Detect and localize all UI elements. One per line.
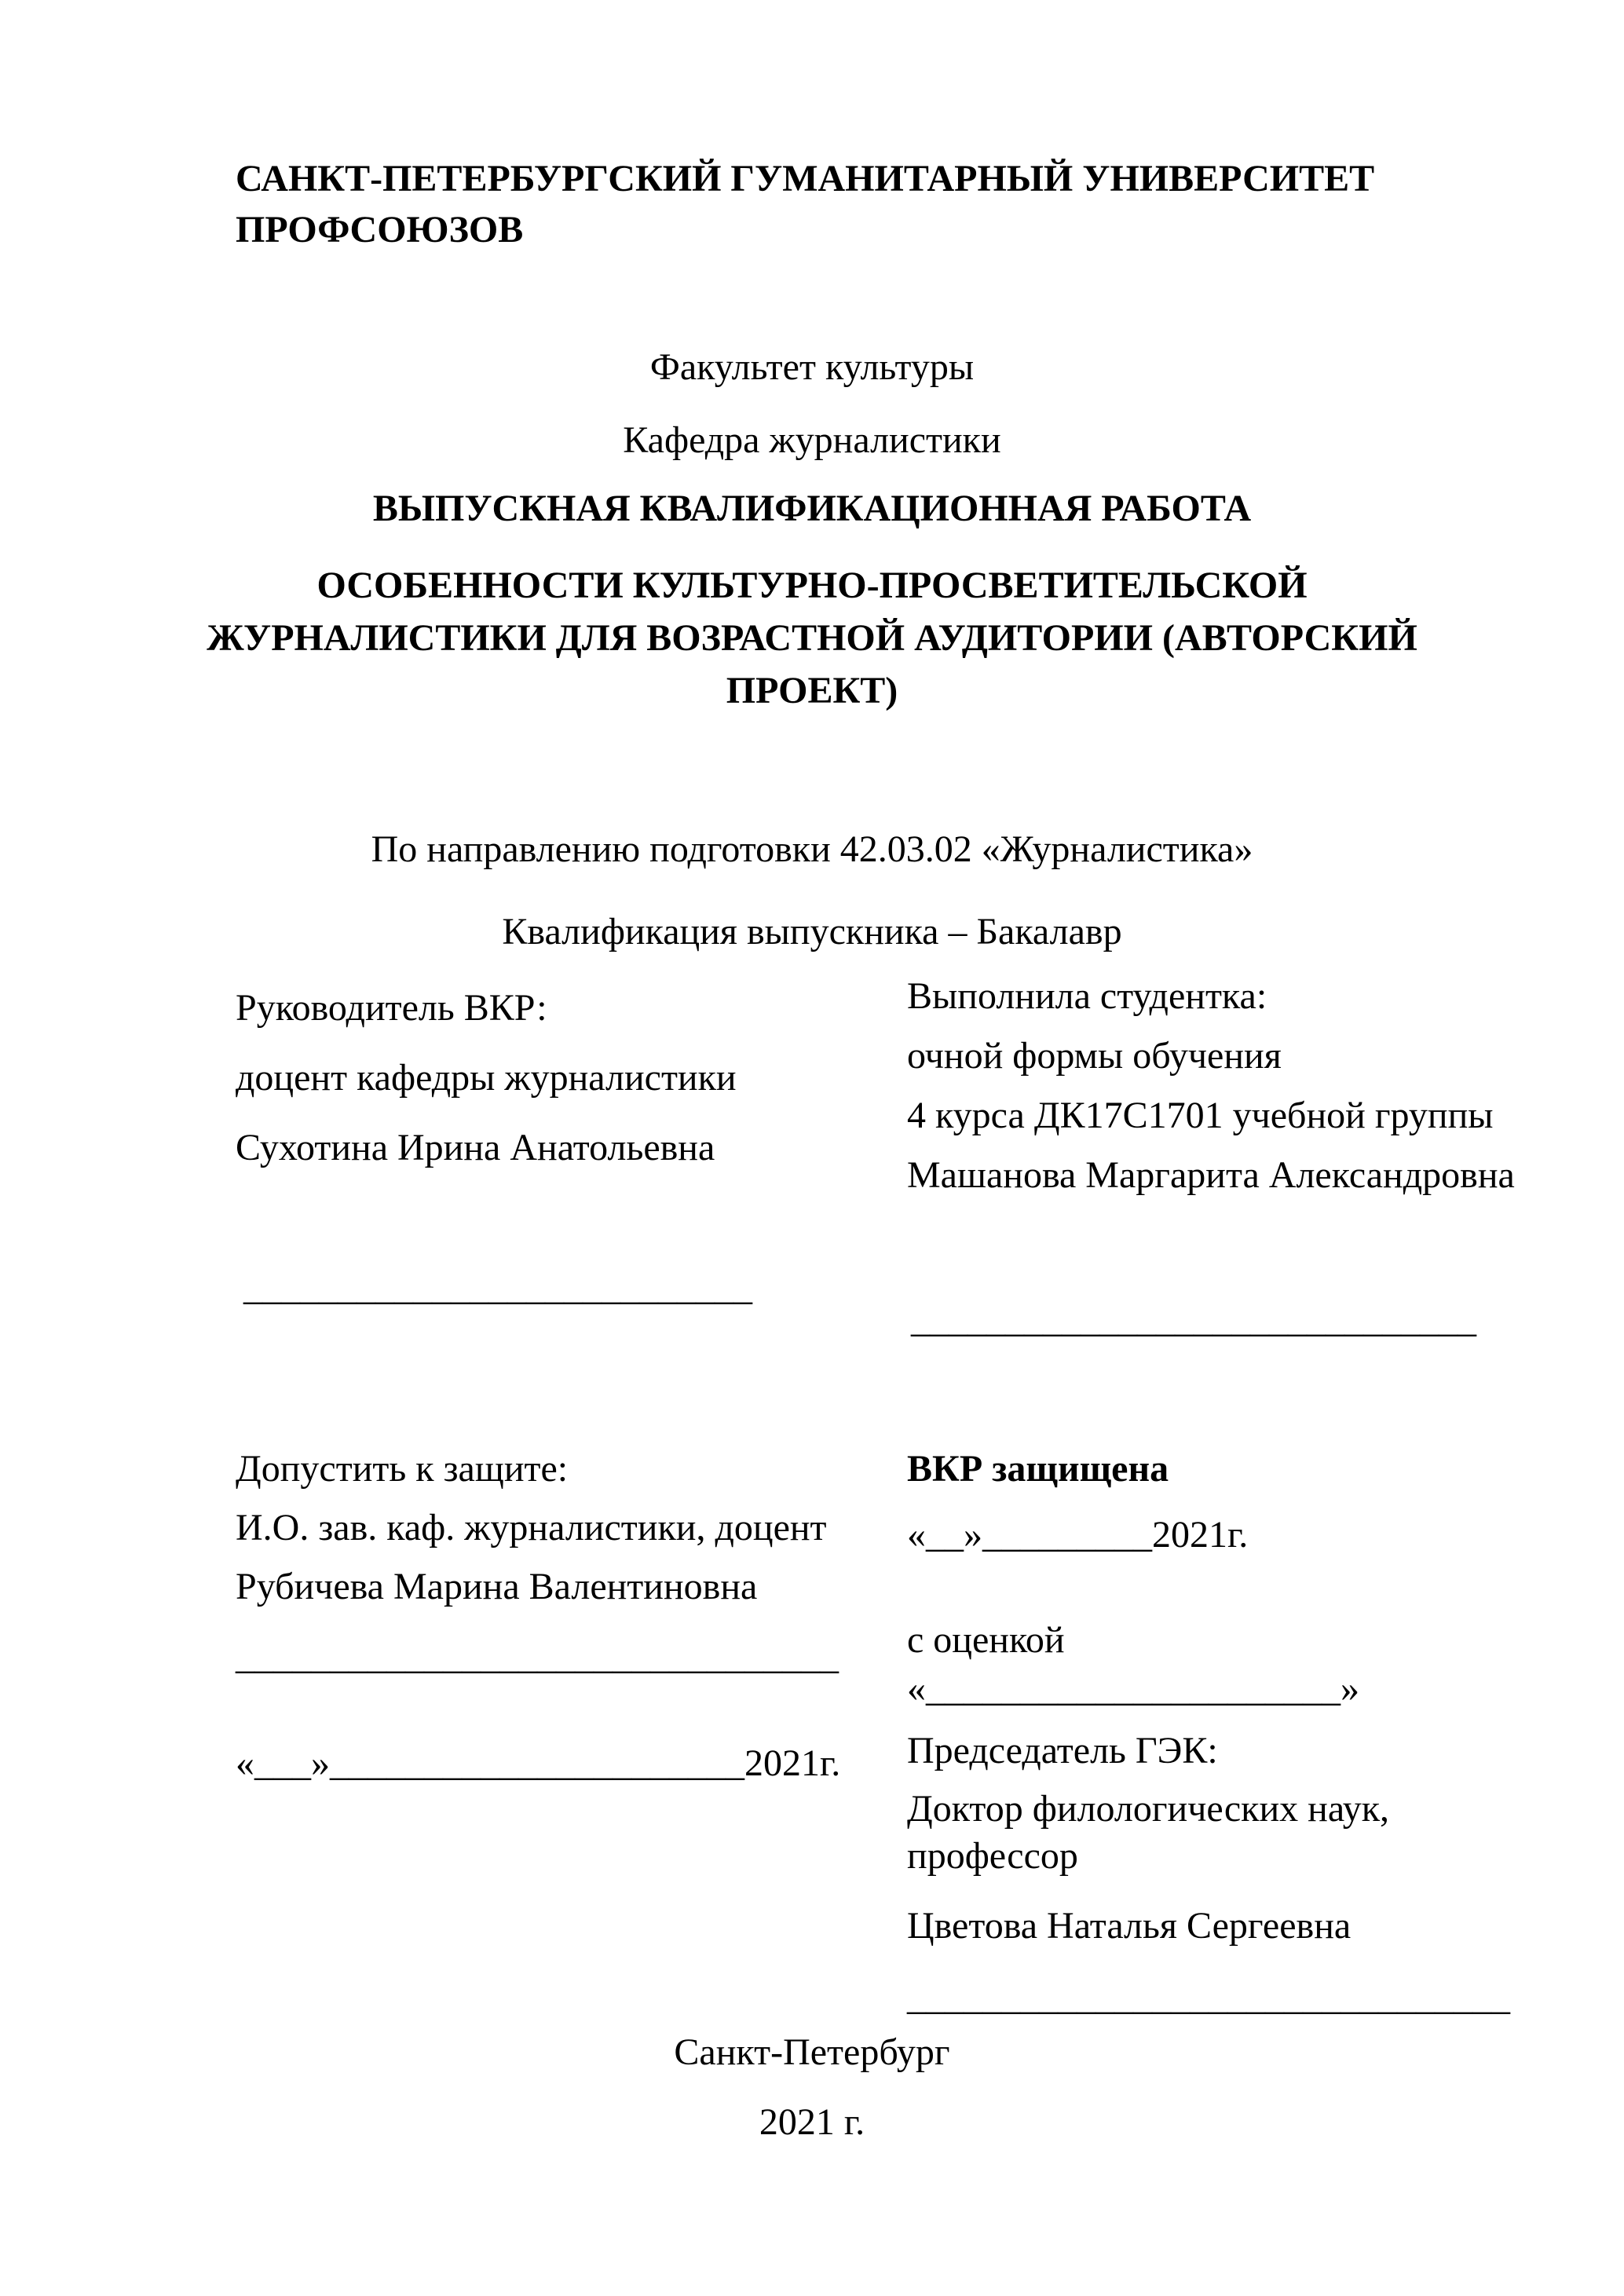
university-name-line2: ПРОФСОЮЗОВ: [236, 208, 524, 250]
student-block: [907, 968, 1520, 1207]
program-line: По направлению подготовки 42.03.02 «Журналистика»: [371, 828, 1253, 870]
footer-year: 2021 г.: [759, 2101, 865, 2143]
student-group: 4 курса ДК17С1701 учебной группы: [907, 1095, 1494, 1136]
thesis-title-line3: ПРОЕКТ): [726, 670, 898, 712]
supervisor-name: Сухотина Ирина Анатольевна: [236, 1127, 715, 1168]
admission-position: И.О. зав. каф. журналистики, доцент: [236, 1507, 827, 1548]
admission-signature-line: ________________________________: [236, 1636, 839, 1677]
defense-heading: ВКР защищена: [907, 1448, 1169, 1490]
chairman-name: Цветова Наталья Сергеевна: [907, 1905, 1352, 1947]
faculty-name: Факультет культуры: [649, 346, 975, 388]
qualification-line: Квалификация выпускника – Бакалавр: [502, 911, 1122, 952]
supervisor-signature-line: ___________________________: [243, 1267, 752, 1308]
grade-label: с оценкой: [907, 1619, 1065, 1661]
thesis-title: [0, 559, 1624, 718]
work-type-heading: ВЫПУСКНАЯ КВАЛИФИКАЦИОННАЯ РАБОТА: [372, 488, 1252, 529]
footer-city: Санкт-Петербург: [674, 2031, 950, 2073]
supervisor-label: Руководитель ВКР:: [236, 987, 547, 1029]
defense-signature-line: ________________________________: [907, 1976, 1510, 2018]
university-header: [236, 154, 1508, 256]
university-name-line1: САНКТ-ПЕТЕРБУРГСКИЙ ГУМАНИТАРНЫЙ УНИВЕРСИТЕТ: [236, 158, 1375, 199]
supervisor-block: [236, 980, 880, 1190]
admission-date-line: «___»______________________2021г.: [236, 1742, 841, 1784]
student-label: Выполнила студентка:: [907, 975, 1267, 1017]
admission-name: Рубичева Марина Валентиновна: [236, 1566, 758, 1607]
defense-date-line: «__»_________2021г.: [907, 1514, 1249, 1556]
student-name: Машанова Маргарита Александровна: [907, 1154, 1515, 1196]
chairman-degree: Доктор филологических наук, профессор: [907, 1788, 1390, 1877]
chairman-heading: Председатель ГЭК:: [907, 1730, 1218, 1771]
thesis-title-line1: ОСОБЕННОСТИ КУЛЬТУРНО-ПРОСВЕТИТЕЛЬСКОЙ: [316, 565, 1308, 606]
thesis-title-line2: ЖУРНАЛИСТИКИ ДЛЯ ВОЗРАСТНОЙ АУДИТОРИИ (АВТОРСКИЙ: [207, 617, 1417, 660]
student-signature-line: ______________________________: [911, 1299, 1476, 1340]
admission-heading: Допустить к защите:: [236, 1448, 569, 1490]
grade-block: [907, 1616, 1520, 1714]
student-study-form: очной формы обучения: [907, 1035, 1282, 1077]
department-name: Кафедра журналистики: [623, 419, 1001, 461]
supervisor-position: доцент кафедры журналистики: [236, 1057, 737, 1099]
admission-block: [236, 1441, 880, 1618]
grade-line: «______________________»: [907, 1668, 1359, 1710]
